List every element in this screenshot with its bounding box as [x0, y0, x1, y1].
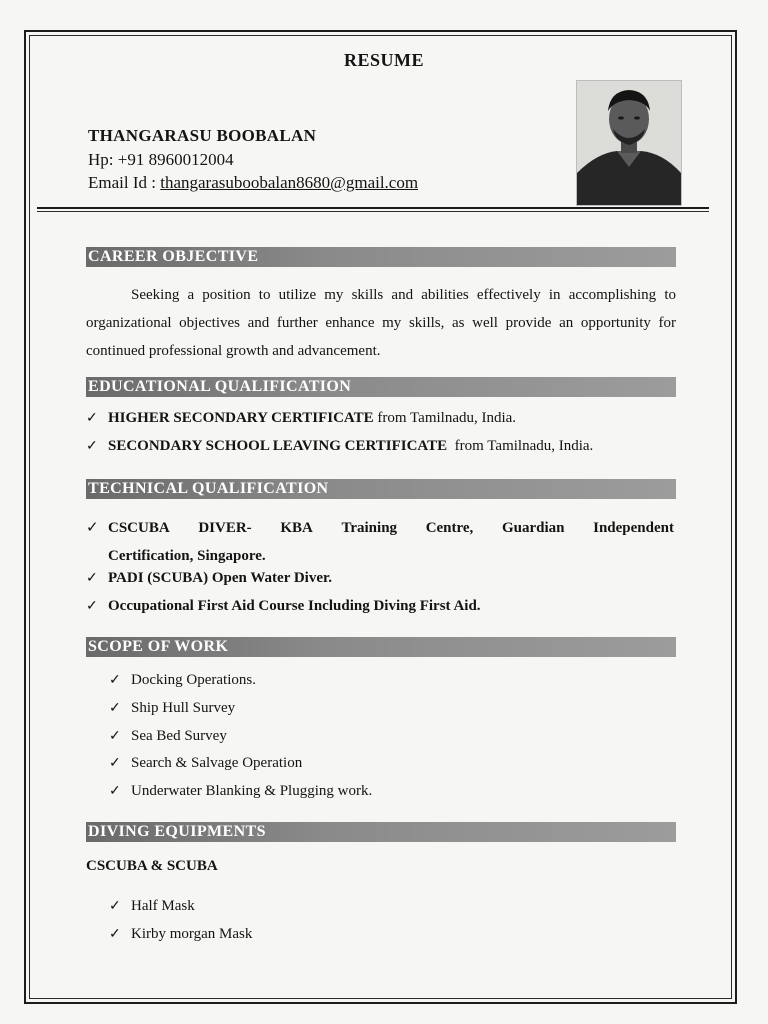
- checkmark-icon: ✓: [86, 439, 98, 454]
- tech-word: KBA: [280, 520, 313, 536]
- technical-item-text: PADI (SCUBA) Open Water Diver.: [108, 570, 333, 586]
- scope-item-text: Sea Bed Survey: [131, 728, 227, 744]
- tech-word: CSCUBA: [108, 520, 170, 536]
- scope-item-text: Underwater Blanking & Plugging work.: [131, 783, 373, 799]
- diving-item-text: Half Mask: [131, 898, 195, 914]
- technical-item: [86, 598, 481, 615]
- checkmark-icon: ✓: [109, 729, 121, 744]
- education-item: [86, 438, 593, 455]
- tech-line2: Certification, Singapore.: [108, 548, 266, 564]
- email-label: Email Id :: [88, 173, 161, 192]
- tech-word: Guardian: [501, 520, 565, 536]
- checkmark-icon: ✓: [86, 571, 98, 586]
- scope-item: [109, 783, 372, 800]
- applicant-name: THANGARASU BOOBALAN: [88, 126, 317, 145]
- checkmark-icon: ✓: [109, 756, 121, 771]
- document-title: RESUME: [343, 50, 424, 70]
- scope-item-text: Docking Operations.: [131, 672, 256, 688]
- checkmark-icon: ✓: [109, 899, 121, 914]
- checkmark-icon: ✓: [109, 784, 121, 799]
- diving-item-text: Kirby morgan Mask: [131, 926, 253, 942]
- scope-item: [109, 700, 235, 717]
- tech-word: Centre,: [425, 520, 474, 536]
- education-item: [86, 410, 516, 427]
- career-objective-text: Seeking a position to utilize my skills and abilities effectively in accomplishing to organizational objectives and further enhance my skills, as well provide an opportunity for continued professional growth and advancement.: [86, 287, 676, 359]
- tech-word: Training: [341, 520, 398, 536]
- technical-item: [86, 514, 676, 570]
- tech-word: Independent: [593, 520, 674, 536]
- header-divider-thin: [37, 211, 709, 212]
- education-title: HIGHER SECONDARY CERTIFICATE: [108, 410, 374, 426]
- phone-number: Hp: +91 8960012004: [88, 150, 234, 169]
- scope-item: [109, 672, 256, 689]
- technical-item-text: Occupational First Aid Course Including Diving First Aid.: [108, 598, 481, 614]
- checkmark-icon: ✓: [86, 599, 98, 614]
- scope-item-text: Search & Salvage Operation: [131, 755, 303, 771]
- scope-item-text: Ship Hull Survey: [131, 700, 236, 716]
- diving-item: [109, 926, 252, 943]
- section-heading-career-objective: CAREER OBJECTIVE: [86, 247, 676, 267]
- email-link[interactable]: thangarasuboobalan8680@gmail.com: [160, 173, 419, 192]
- diving-item: [109, 898, 195, 915]
- education-detail: from Tamilnadu, India.: [447, 438, 594, 454]
- checkmark-icon: ✓: [86, 520, 99, 536]
- tech-word: DIVER-: [198, 520, 252, 536]
- education-detail: from Tamilnadu, India.: [373, 410, 517, 426]
- scope-item: [109, 755, 302, 772]
- section-heading-diving: DIVING EQUIPMENTS: [86, 822, 676, 842]
- profile-photo: [576, 80, 682, 206]
- technical-item: [86, 570, 332, 587]
- section-heading-technical: TECHNICAL QUALIFICATION: [86, 479, 676, 499]
- section-heading-scope: SCOPE OF WORK: [86, 637, 676, 657]
- checkmark-icon: ✓: [86, 411, 98, 426]
- scope-item: [109, 728, 227, 745]
- header-divider: [37, 207, 709, 209]
- section-heading-education: EDUCATIONAL QUALIFICATION: [86, 377, 676, 397]
- education-title: SECONDARY SCHOOL LEAVING CERTIFICATE: [108, 438, 448, 454]
- diving-subheading: CSCUBA & SCUBA: [86, 858, 218, 874]
- email-line: [88, 173, 418, 193]
- checkmark-icon: ✓: [109, 701, 121, 716]
- checkmark-icon: ✓: [109, 673, 121, 688]
- checkmark-icon: ✓: [109, 927, 121, 942]
